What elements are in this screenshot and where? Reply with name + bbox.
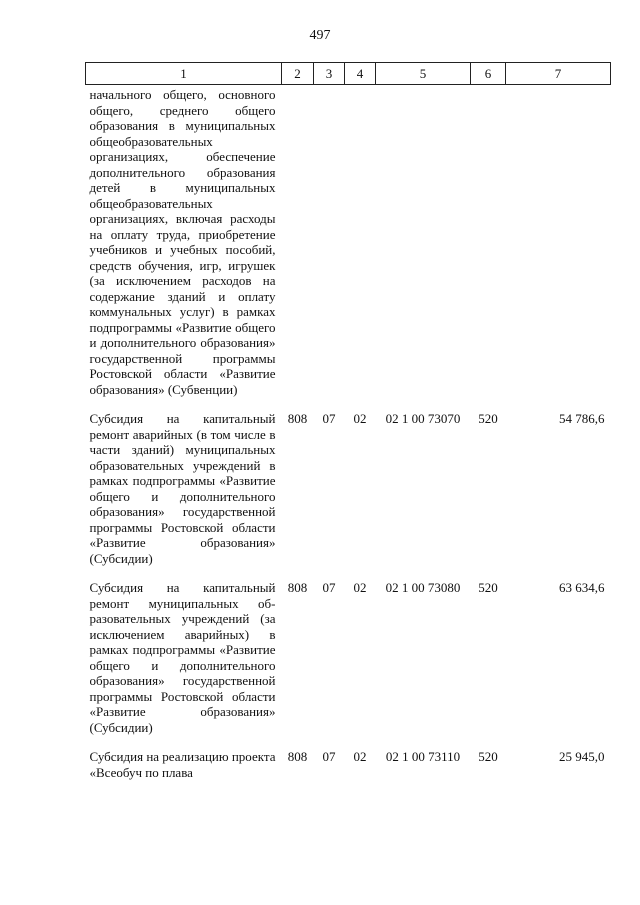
row-ministry: 808 bbox=[287, 749, 308, 764]
header-col-2: 2 bbox=[282, 63, 314, 85]
row-section: 07 bbox=[322, 749, 336, 764]
table-row bbox=[86, 405, 611, 574]
row-description: Субсидия на капитальный ремонт аварийных (в том числе в части зданий) муниципальных образовательных учреждений в рамках подпрограммы «Развитие общего и дополнительного образования» государственной программы Ростовской области «Развитие образования» (Субсидии) bbox=[89, 411, 276, 566]
table-row bbox=[86, 743, 611, 788]
row-description: Субсидия на капитальный ремонт муниципальных образовательных учреждений (за исключением аварийных) в рамках подпрограммы «Развитие общего и дополнительного образования» государственной программы Ростовской области «Развитие образования» (Субсидии) bbox=[89, 580, 276, 735]
row-ministry: 808 bbox=[287, 411, 308, 426]
table-row bbox=[86, 85, 611, 406]
row-subsection bbox=[345, 85, 376, 406]
page-number: 497 bbox=[309, 28, 331, 43]
header-col-5: 5 bbox=[376, 63, 471, 85]
header-col-1: 1 bbox=[86, 63, 282, 85]
row-description: начального общего, основного общего, среднего общего образования в муниципальных общеобразовательных организациях, обеспечение дополнительного образования детей в муниципальных общеобразовательных организациях, включая расходы на оплату труда, приобретение учебников и учебных пособий, средств обучения, игр, игрушек (за исключением расходов на содержание зданий и оплату коммунальных услуг) в рамках подпрограммы «Развитие общего и дополнительного образования» государственной программы Ростовской области «Развитие образования» (Субвенции) bbox=[89, 87, 276, 397]
row-expense-type: 520 bbox=[478, 580, 498, 595]
row-subsection: 02 bbox=[353, 411, 367, 426]
row-description: Субсидия на реализацию проекта «Всеобуч по плава bbox=[89, 749, 276, 780]
row-section: 07 bbox=[322, 580, 336, 595]
row-target: 02 1 00 73070 bbox=[385, 411, 461, 426]
row-target: 02 1 00 73080 bbox=[385, 580, 461, 595]
row-ministry bbox=[282, 85, 314, 406]
row-section bbox=[314, 85, 345, 406]
row-amount: 63 634,6 bbox=[559, 580, 605, 595]
row-expense-type bbox=[471, 85, 506, 406]
row-section: 07 bbox=[322, 411, 336, 426]
header-col-6: 6 bbox=[471, 63, 506, 85]
row-target: 02 1 00 73110 bbox=[385, 749, 461, 764]
header-col-4: 4 bbox=[345, 63, 376, 85]
table-row bbox=[86, 574, 611, 743]
row-target bbox=[376, 85, 471, 406]
budget-table bbox=[85, 62, 611, 788]
row-amount bbox=[506, 85, 611, 406]
header-col-7: 7 bbox=[506, 63, 611, 85]
row-amount: 25 945,0 bbox=[559, 749, 605, 764]
row-subsection: 02 bbox=[353, 580, 367, 595]
row-ministry: 808 bbox=[287, 580, 308, 595]
row-expense-type: 520 bbox=[478, 749, 498, 764]
header-col-3: 3 bbox=[314, 63, 345, 85]
table-header-row bbox=[86, 63, 611, 85]
row-amount: 54 786,6 bbox=[559, 411, 605, 426]
row-subsection: 02 bbox=[353, 749, 367, 764]
row-expense-type: 520 bbox=[478, 411, 498, 426]
